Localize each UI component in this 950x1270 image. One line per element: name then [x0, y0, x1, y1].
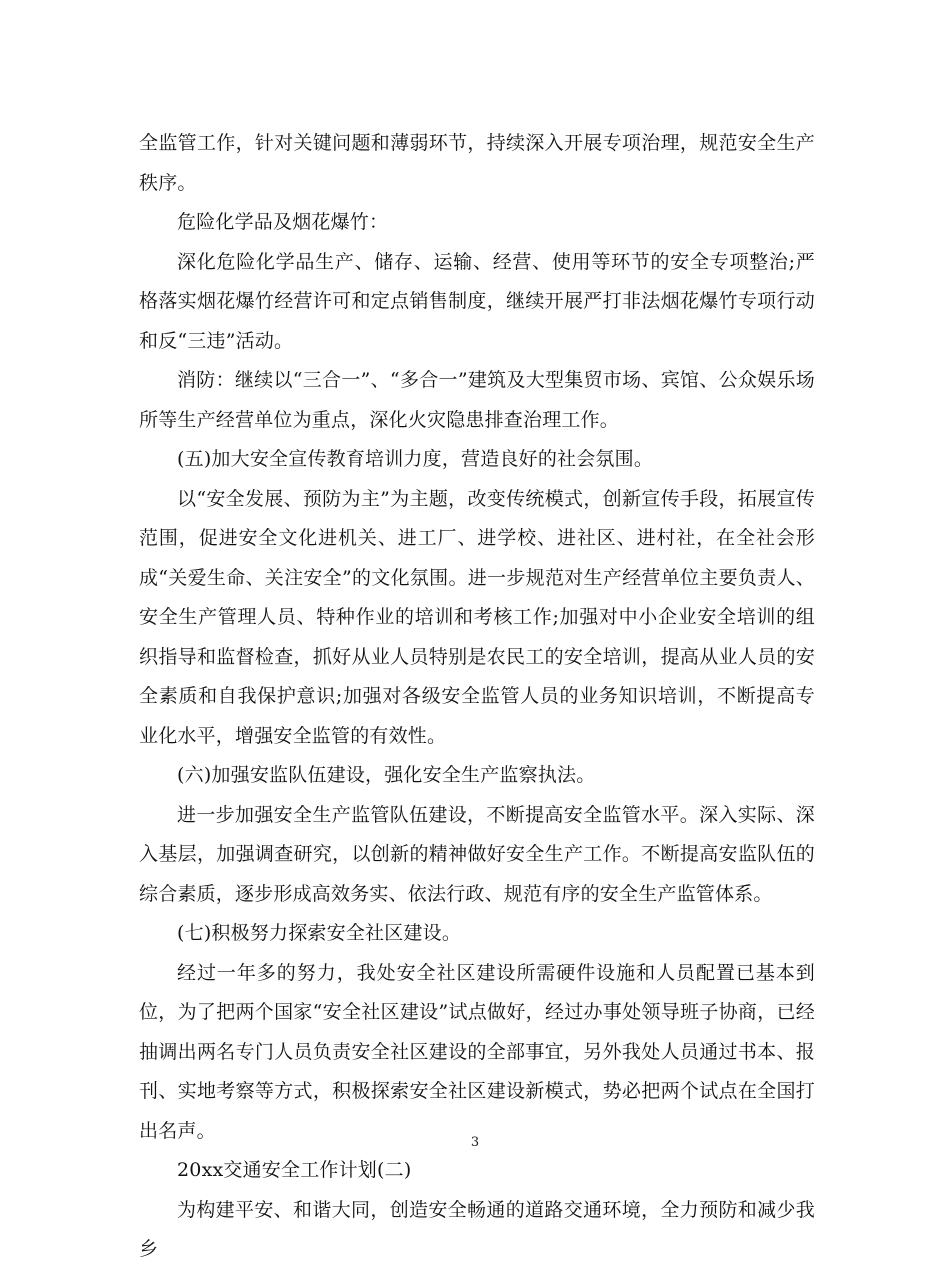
paragraph: 全监管工作，针对关键问题和薄弱环节，持续深入开展专项治理，规范安全生产秩序。: [139, 132, 815, 194]
paragraph: 消防：继续以“三合一”、“多合一”建筑及大型集贸市场、宾馆、公众娱乐场所等生产经营单位为重点，深化火灾隐患排查治理工作。: [139, 369, 815, 431]
paragraph: 进一步加强安全生产监管队伍建设，不断提高安全监管水平。深入实际、深入基层，加强调查研究，以创新的精神做好安全生产工作。不断提高安监队伍的综合素质，逐步形成高效务实、依法行政、规范有序的安全生产监管体系。: [139, 803, 815, 905]
section-heading: (五)加大安全宣传教育培训力度，营造良好的社会氛围。: [177, 448, 654, 470]
page-number: 3: [470, 1135, 480, 1150]
section-heading: (七)积极努力探索安全社区建设。: [177, 922, 462, 944]
document-body: [139, 124, 815, 1270]
section-title: 20xx交通安全工作计划(二): [177, 1159, 412, 1181]
paragraph: 经过一年多的努力，我处安全社区建设所需硬件设施和人员配置已基本到位，为了把两个国家“安全社区建设”试点做好，经过办事处领导班子协商，已经抽调出两名专门人员负责安全社区建设的全部事宜，另外我处人员通过书本、报刊、实地考察等方式，积极探索安全社区建设新模式，势必把两个试点在全国打出名声。: [139, 961, 815, 1142]
paragraph: 危险化学品及烟花爆竹：: [177, 211, 389, 233]
paragraph: 为构建平安、和谐大同，创造安全畅通的道路交通环境，全力预防和减少我乡: [139, 1198, 815, 1260]
paragraph: 以“安全发展、预防为主”为主题，改变传统模式，创新宣传手段，拓展宣传范围，促进安全文化进机关、进工厂、进学校、进社区、进村社，在全社会形成“关爱生命、关注安全”的文化氛围。进一步规范对生产经营单位主要负责人、安全生产管理人员、特种作业的培训和考核工作;加强对中小企业安全培训的组织指导和监督检查，抓好从业人员特别是农民工的安全培训，提高从业人员的安全素质和自我保护意识;加强对各级安全监管人员的业务知识培训，不断提高专业化水平，增强安全监管的有效性。: [139, 487, 815, 747]
section-heading: (六)加强安监队伍建设，强化安全生产监察执法。: [177, 764, 596, 786]
paragraph: 深化危险化学品生产、储存、运输、经营、使用等环节的安全专项整治;严格落实烟花爆竹经营许可和定点销售制度，继续开展严打非法烟花爆竹专项行动和反“三违”活动。: [139, 250, 815, 352]
